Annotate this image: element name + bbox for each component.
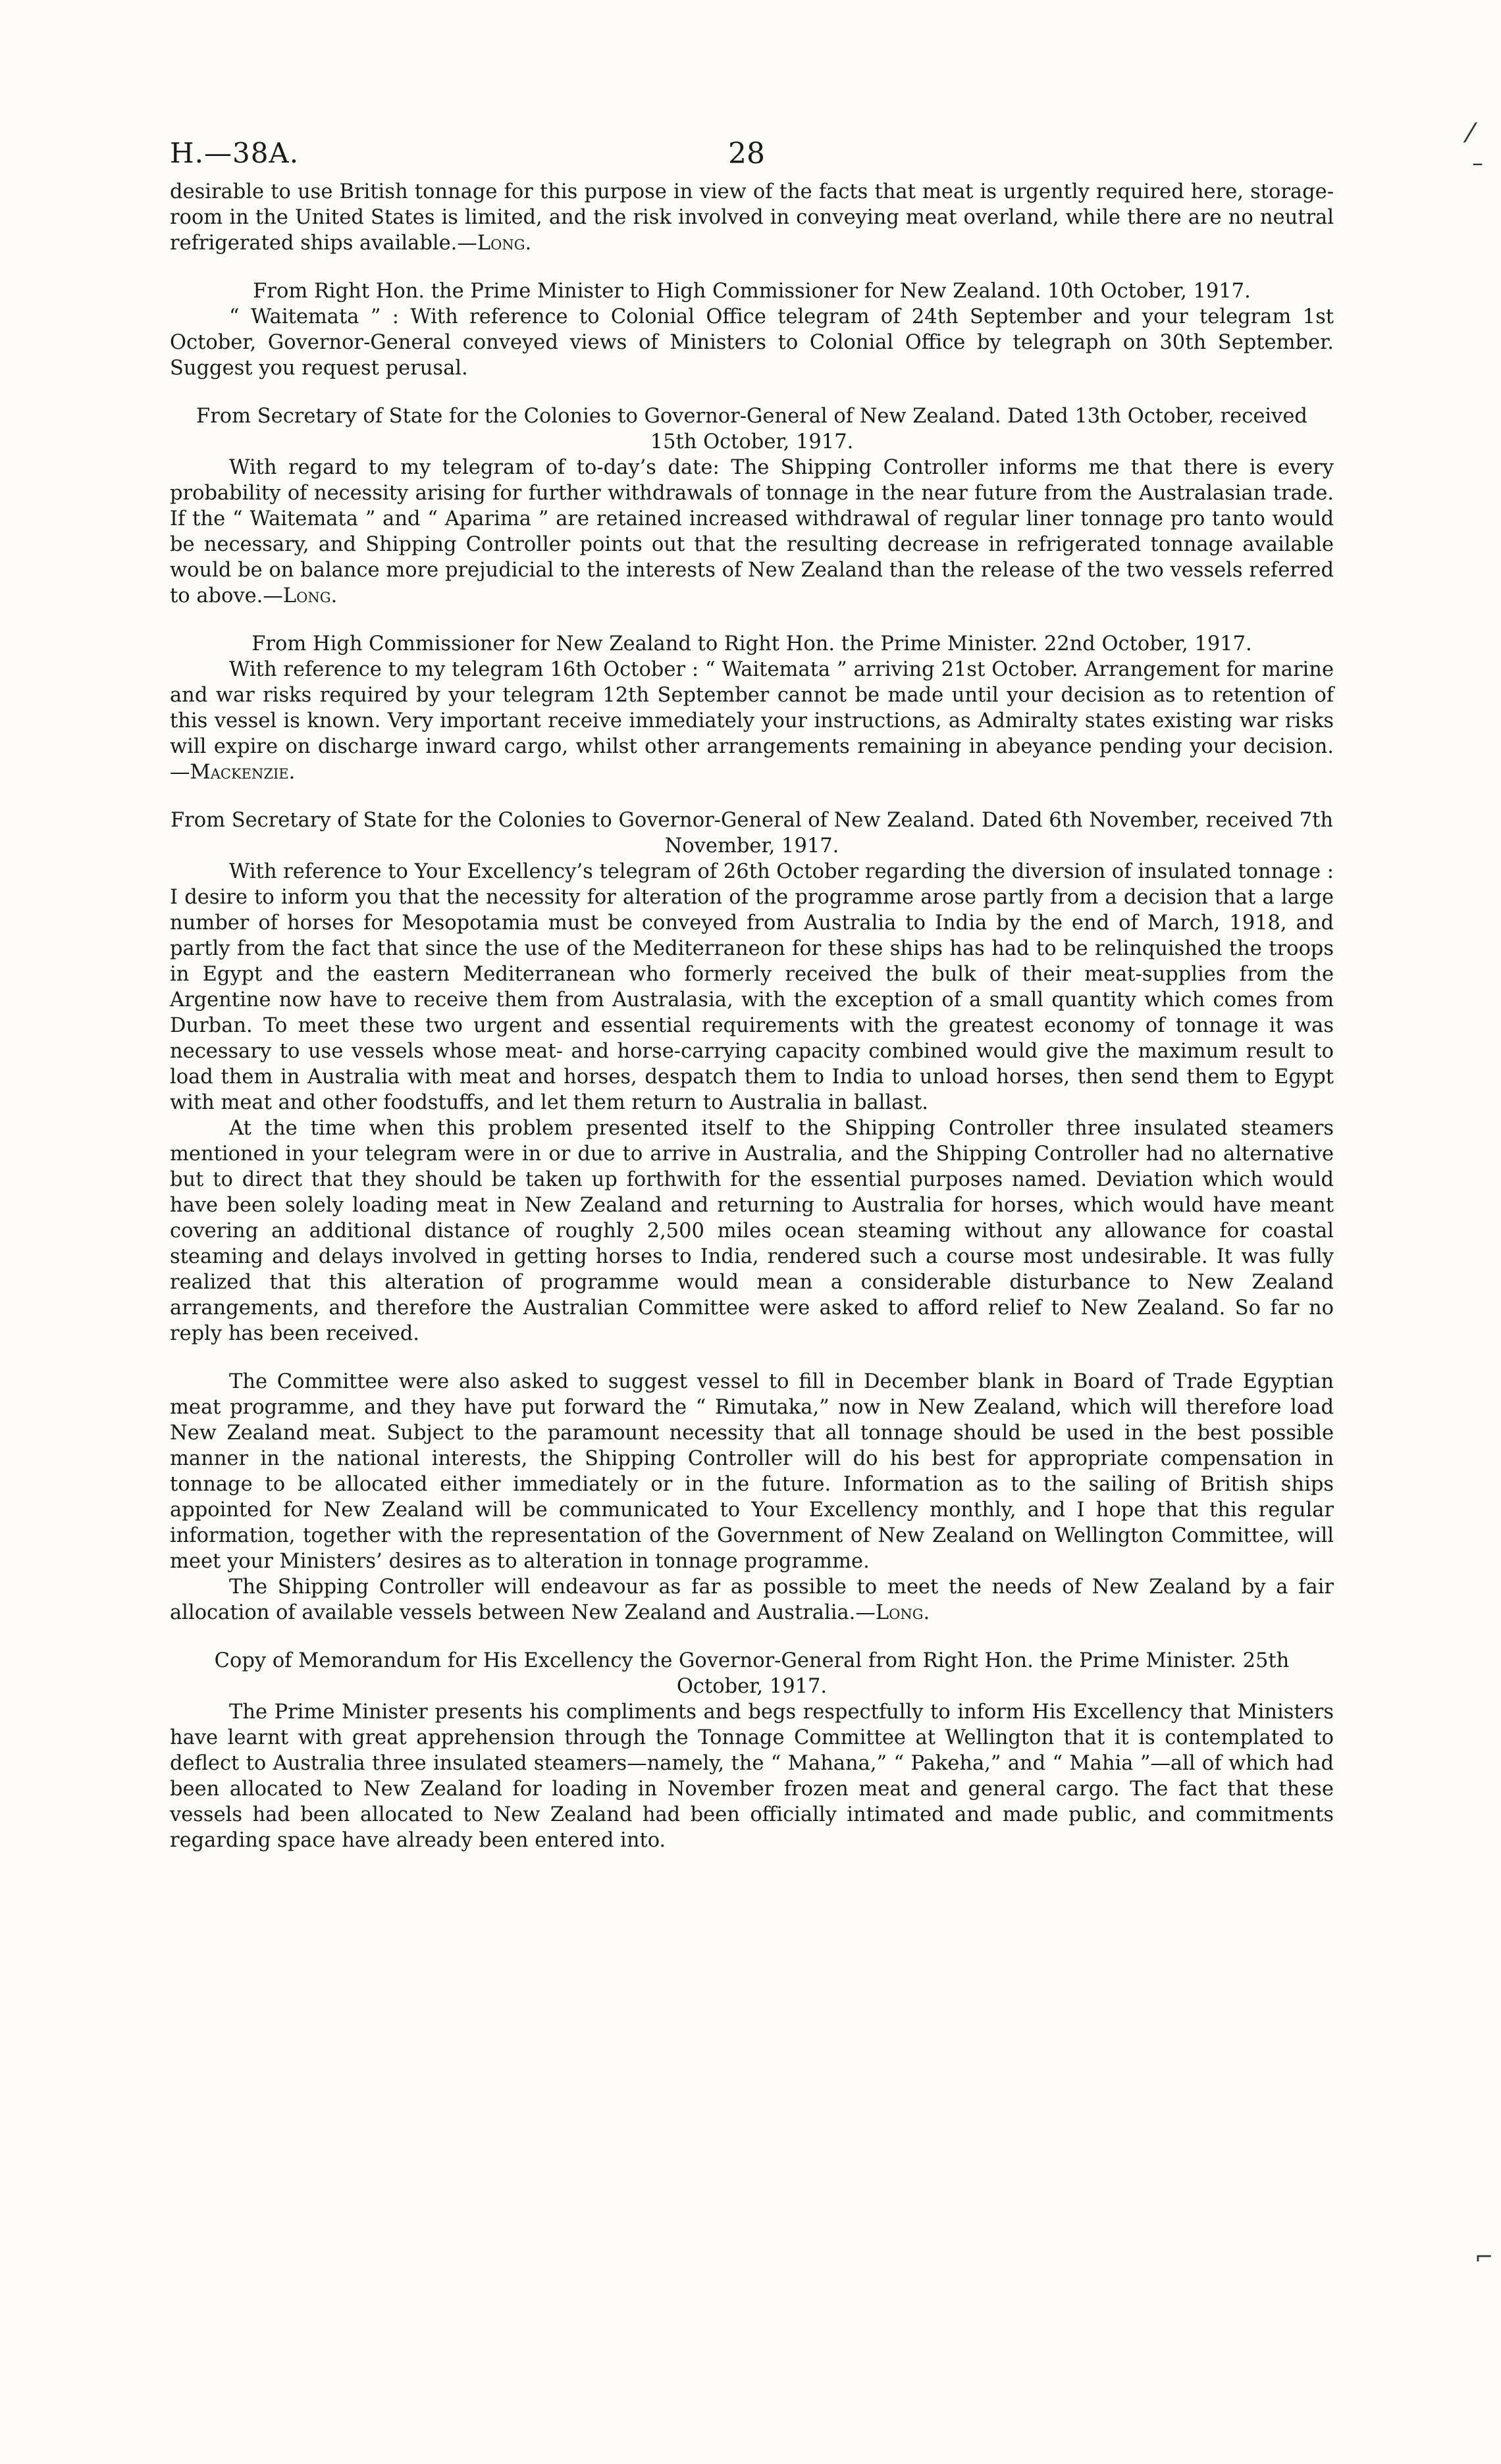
- telegram-heading: From Right Hon. the Prime Minister to High Commissioner for New Zealand. 10th October, 1917.: [253, 280, 1251, 303]
- telegram-body: “ Waitemata ” : With reference to Colonial Office telegram of 24th September and your telegram 1st October, Governor-General conveyed views of Ministers to Colonial Office by telegraph on 30th September. Suggest you request perusal.: [170, 305, 1334, 380]
- telegram-body: The Committee were also asked to suggest vessel to fill in December blank in Board of Trade Egyptian meat programme, and they have put forward the “ Rimutaka,” now in New Zealand, which will therefore load New Zealand meat. Subject to the paramount necessity that all tonnage should be used in the best possible manner in the national interests, the Shipping Controller will do his best for appropriate compensation in tonnage to be allocated either immediately or in the future. Information as to the sailing of British ships appointed for New Zealand will be communicated to Your Excellency monthly, and I hope that this regular information, together with the representation of the Government of New Zealand on Wellington Committee, will meet your Ministers’ desires as to alteration in tonnage programme.: [170, 1370, 1334, 1573]
- telegram-heading: From Secretary of State for the Colonies to Governor-General of New Zealand. Dated 6th November, received 7th November, 1917.: [170, 809, 1334, 858]
- document-page: [170, 137, 1334, 1853]
- signature: Mackenzie.: [190, 761, 296, 784]
- document-series: H.—38A.: [170, 137, 300, 169]
- page-header: [170, 137, 1334, 179]
- text-block: desirable to use British tonnage for this purpose in view of the facts that meat is urgently required here, storage-room in the United States is limited, and the risk involved in conveying meat overland, while there are no neutral refrigerated ships available.—Long.: [170, 180, 1334, 255]
- memorandum-heading: Copy of Memorandum for His Excellency the Governor-General from Right Hon. the Prime Minister. 25th October, 1917.: [214, 1649, 1290, 1698]
- margin-mark-top-right-2: –: [1472, 150, 1483, 176]
- paragraph-gap: [170, 1347, 1334, 1369]
- telegram-body: With reference to Your Excellency’s telegram of 26th October regarding the diversion of insulated tonnage : I desire to inform you that the necessity for alteration of the programme arose partly from a decision that a large number of horses for Mesopotamia must be conveyed from Australia to India by the end of March, 1918, and partly from the fact that since the use of the Mediterraneon for these ships has had to be relinquished the troops in Egypt and the eastern Mediterranean who formerly received the bulk of their meat-supplies from the Argentine now have to receive them from Australasia, with the exception of a small quantity which comes from Durban. To meet these two urgent and essential requirements with the greatest economy of tonnage it was necessary to use vessels whose meat- and horse-carrying capacity combined would give the maximum result to load them in Australia with meat and horses, despatch them to India to unload horses, then send them to Egypt with meat and other foodstuffs, and let them return to Australia in ballast.: [170, 860, 1334, 1114]
- signature: Long.: [875, 1601, 930, 1624]
- telegram-body: The Shipping Controller will endeavour as far as possible to meet the needs of New Zealand by a fair allocation of available vessels between New Zealand and Australia.—Long.: [170, 1576, 1334, 1624]
- telegram-body: With reference to my telegram 16th October : “ Waitemata ” arriving 21st October. Arrangement for marine and war risks required by your telegram 12th September cannot be made until your decision as to retention of this vessel is known. Very important receive immediately your instructions, as Admiralty states existing war risks will expire on discharge inward cargo, whilst other arrangements remaining in abeyance pending your decision.—Mackenzie.: [170, 658, 1334, 784]
- signature: Long.: [282, 584, 338, 607]
- memorandum-body: The Prime Minister presents his compliments and begs respectfully to inform His Excellency that Ministers have learnt with great apprehension through the Tonnage Committee at Wellington that it is contemplated to deflect to Australia three insulated steamers—namely, the “ Mahana,” “ Pakeha,” and “ Mahia ”—all of which had been allocated to New Zealand for loading in November frozen meat and general cargo. The fact that these vessels had been allocated to New Zealand had been officially intimated and made public, and commitments regarding space have already been entered into.: [170, 1701, 1334, 1852]
- margin-mark-top-right: ⁄: [1468, 118, 1473, 149]
- telegram-heading: From High Commissioner for New Zealand to Right Hon. the Prime Minister. 22nd October, 1917.: [251, 632, 1252, 655]
- margin-mark-bottom-right: ⌐: [1475, 2244, 1494, 2271]
- telegram-heading: From Secretary of State for the Colonies to Governor-General of New Zealand. Dated 13th October, received 15th October, 1917.: [196, 405, 1307, 453]
- telegram-body: With regard to my telegram of to-day’s date: The Shipping Controller informs me that there is every probability of necessity arising for further withdrawals of tonnage in the near future from the Australasian trade. If the “ Waitemata ” and “ Aparima ” are retained increased withdrawal of regular liner tonnage pro tanto would be necessary, and Shipping Controller points out that the resulting decrease in refrigerated tonnage available would be on balance more prejudicial to the interests of New Zealand than the release of the two vessels referred to above.—Long.: [170, 456, 1334, 607]
- signature: Long.: [477, 232, 532, 255]
- telegram-body: At the time when this problem presented itself to the Shipping Controller three insulated steamers mentioned in your telegram were in or due to arrive in Australia, and the Shipping Controller had no alternative but to direct that they should be taken up forthwith for the essential purposes named. Deviation which would have been solely loading meat in New Zealand and returning to Australia for horses, which would have meant covering an additional distance of roughly 2,500 miles ocean steaming without any allowance for coastal steaming and delays involved in getting horses to India, rendered such a course most undesirable. It was fully realized that this alteration of programme would mean a considerable disturbance to New Zealand arrangements, and therefore the Australian Committee were asked to afford relief to New Zealand. So far no reply has been received.: [170, 1117, 1334, 1345]
- page-number: 28: [728, 137, 765, 170]
